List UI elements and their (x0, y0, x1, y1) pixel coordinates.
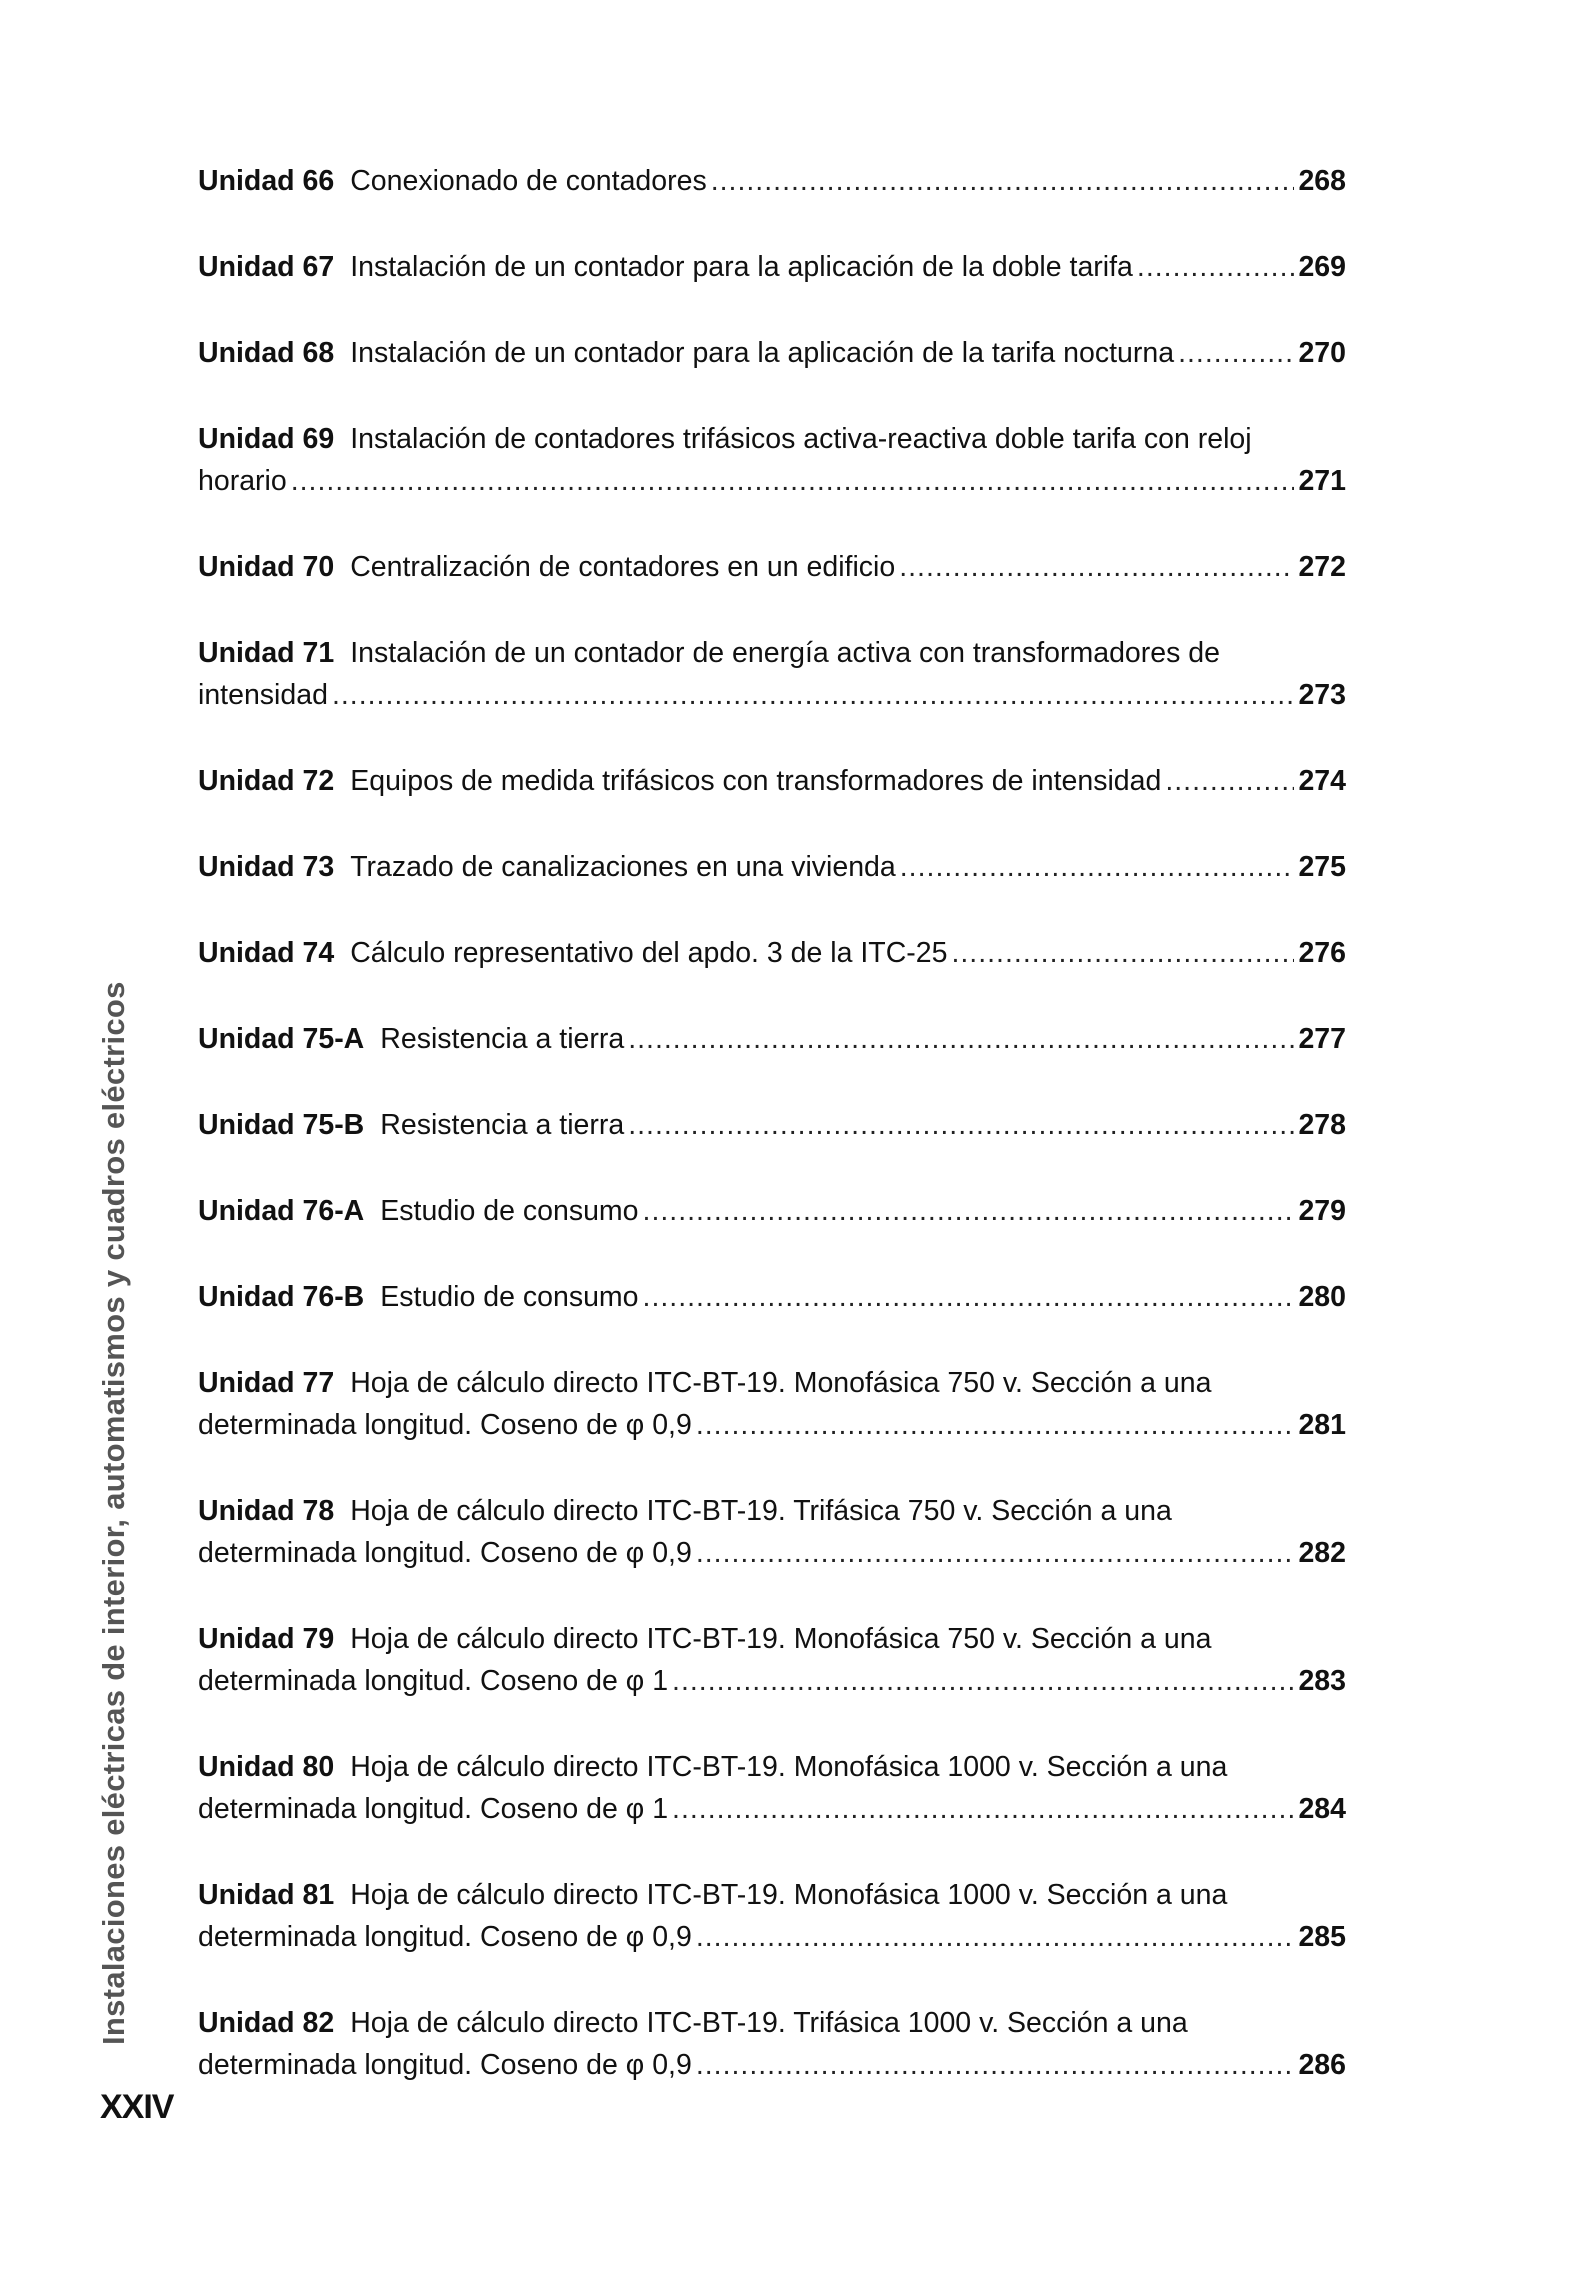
dot-leader (291, 460, 1295, 502)
toc-entry-first-line (198, 418, 1346, 460)
unit-title-line1: Hoja de cálculo directo ITC-BT-19. Trifásica 750 v. Sección a una (350, 1495, 1172, 1527)
toc-entry-leader-line (198, 332, 1346, 374)
unit-title: horario (198, 465, 287, 497)
page-number: 284 (1298, 1793, 1346, 1825)
unit-label: Unidad 75-A (198, 1023, 365, 1055)
unit-label: Unidad 66 (198, 165, 335, 197)
unit-label: Unidad 72 (198, 765, 335, 797)
toc-entry (198, 332, 1346, 374)
toc-entry (198, 1874, 1346, 1958)
page-folio: XXIV (100, 2088, 174, 2126)
toc-entry-leader-line (198, 160, 1346, 202)
unit-label: Unidad 79 (198, 1623, 335, 1655)
toc-entry-leader-line (198, 760, 1346, 802)
unit-label: Unidad 74 (198, 937, 335, 969)
unit-title-line1: Hoja de cálculo directo ITC-BT-19. Monofásica 750 v. Sección a una (350, 1367, 1212, 1399)
page-number: 276 (1298, 937, 1346, 969)
dot-leader (711, 160, 1295, 202)
toc-entry-first-line (198, 632, 1346, 674)
unit-title: determinada longitud. Coseno de φ 0,9 (198, 1921, 692, 1953)
unit-label: Unidad 77 (198, 1367, 335, 1399)
toc-entry (198, 632, 1346, 716)
unit-label: Unidad 82 (198, 2007, 335, 2039)
toc-entry (198, 932, 1346, 974)
dot-leader (672, 1660, 1294, 1702)
unit-title: Conexionado de contadores (350, 165, 707, 197)
toc-entry-leader-line (198, 1276, 1346, 1318)
unit-title: Cálculo representativo del apdo. 3 de la ITC-25 (350, 937, 948, 969)
toc-entry (198, 246, 1346, 288)
dot-leader (696, 1404, 1295, 1446)
toc-entry (198, 2002, 1346, 2086)
toc-entry (198, 846, 1346, 888)
unit-title: Resistencia a tierra (380, 1109, 625, 1141)
dot-leader (332, 674, 1295, 716)
dot-leader (628, 1104, 1294, 1146)
page-number: 268 (1298, 165, 1346, 197)
unit-title: determinada longitud. Coseno de φ 0,9 (198, 2049, 692, 2081)
page-number: 271 (1298, 465, 1346, 497)
unit-title-line1: Hoja de cálculo directo ITC-BT-19. Monofásica 1000 v. Sección a una (350, 1751, 1228, 1783)
toc-entry-leader-line (198, 1532, 1346, 1574)
toc-entry-leader-line (198, 1404, 1346, 1446)
page-number: 272 (1298, 551, 1346, 583)
unit-label: Unidad 71 (198, 637, 335, 669)
table-of-contents (198, 160, 1346, 2086)
toc-entry-leader-line (198, 1104, 1346, 1146)
toc-entry-leader-line (198, 2044, 1346, 2086)
page-number: 279 (1298, 1195, 1346, 1227)
dot-leader (672, 1788, 1294, 1830)
toc-entry-first-line (198, 1874, 1346, 1916)
toc-entry-first-line (198, 1746, 1346, 1788)
toc-entry-leader-line (198, 1190, 1346, 1232)
toc-entry-leader-line (198, 546, 1346, 588)
dot-leader (900, 846, 1295, 888)
unit-title: Instalación de un contador para la aplicación de la doble tarifa (350, 251, 1133, 283)
page-number: 275 (1298, 851, 1346, 883)
page-number: 277 (1298, 1023, 1346, 1055)
unit-title: Instalación de un contador para la aplicación de la tarifa nocturna (350, 337, 1175, 369)
dot-leader (899, 546, 1294, 588)
toc-entry (198, 160, 1346, 202)
toc-entry (198, 1276, 1346, 1318)
page-number: 278 (1298, 1109, 1346, 1141)
unit-label: Unidad 68 (198, 337, 335, 369)
page-number: 274 (1298, 765, 1346, 797)
dot-leader (951, 932, 1294, 974)
dot-leader (643, 1276, 1295, 1318)
unit-title: Equipos de medida trifásicos con transformadores de intensidad (350, 765, 1162, 797)
page-number: 281 (1298, 1409, 1346, 1441)
toc-entry-leader-line (198, 460, 1346, 502)
toc-entry-leader-line (198, 846, 1346, 888)
page-number: 282 (1298, 1537, 1346, 1569)
page-number: 285 (1298, 1921, 1346, 1953)
unit-title-line1: Hoja de cálculo directo ITC-BT-19. Monofásica 750 v. Sección a una (350, 1623, 1212, 1655)
unit-title-line1: Hoja de cálculo directo ITC-BT-19. Monofásica 1000 v. Sección a una (350, 1879, 1228, 1911)
toc-entry (198, 1746, 1346, 1830)
dot-leader (1165, 760, 1294, 802)
toc-entry (198, 1190, 1346, 1232)
toc-entry-leader-line (198, 1916, 1346, 1958)
dot-leader (643, 1190, 1295, 1232)
unit-label: Unidad 81 (198, 1879, 335, 1911)
unit-label: Unidad 73 (198, 851, 335, 883)
dot-leader (696, 1532, 1295, 1574)
unit-label: Unidad 78 (198, 1495, 335, 1527)
book-title-sidebar: Instalaciones eléctricas de interior, automatismos y cuadros eléctricos (96, 981, 131, 2045)
unit-label: Unidad 70 (198, 551, 335, 583)
toc-entry (198, 1104, 1346, 1146)
unit-label: Unidad 75-B (198, 1109, 365, 1141)
page-number: 283 (1298, 1665, 1346, 1697)
dot-leader (696, 2044, 1295, 2086)
toc-entry-leader-line (198, 1788, 1346, 1830)
unit-title: Centralización de contadores en un edificio (350, 551, 896, 583)
unit-title: determinada longitud. Coseno de φ 0,9 (198, 1409, 692, 1441)
unit-title: Estudio de consumo (380, 1281, 639, 1313)
unit-title: Trazado de canalizaciones en una vivienda (350, 851, 896, 883)
page-number: 269 (1298, 251, 1346, 283)
unit-title: determinada longitud. Coseno de φ 1 (198, 1793, 669, 1825)
unit-label: Unidad 67 (198, 251, 335, 283)
page-number: 273 (1298, 679, 1346, 711)
toc-entry-first-line (198, 1618, 1346, 1660)
toc-entry-first-line (198, 1490, 1346, 1532)
toc-entry-leader-line (198, 246, 1346, 288)
dot-leader (1178, 332, 1294, 374)
toc-entry (198, 1618, 1346, 1702)
unit-title-line1: Instalación de contadores trifásicos activa-reactiva doble tarifa con reloj (350, 423, 1252, 455)
dot-leader (628, 1018, 1294, 1060)
page-number: 280 (1298, 1281, 1346, 1313)
toc-entry (198, 760, 1346, 802)
dot-leader (1137, 246, 1295, 288)
toc-entry-first-line (198, 2002, 1346, 2044)
unit-title: Resistencia a tierra (380, 1023, 625, 1055)
unit-title-line1: Hoja de cálculo directo ITC-BT-19. Trifásica 1000 v. Sección a una (350, 2007, 1188, 2039)
unit-label: Unidad 69 (198, 423, 335, 455)
toc-entry (198, 1018, 1346, 1060)
unit-title: determinada longitud. Coseno de φ 1 (198, 1665, 669, 1697)
toc-entry (198, 418, 1346, 502)
toc-entry-leader-line (198, 674, 1346, 716)
unit-title: intensidad (198, 679, 328, 711)
toc-entry-leader-line (198, 1660, 1346, 1702)
unit-title-line1: Instalación de un contador de energía activa con transformadores de (350, 637, 1220, 669)
unit-label: Unidad 76-A (198, 1195, 365, 1227)
toc-entry-first-line (198, 1362, 1346, 1404)
unit-title: Estudio de consumo (380, 1195, 639, 1227)
page-number: 286 (1298, 2049, 1346, 2081)
toc-entry (198, 546, 1346, 588)
dot-leader (696, 1916, 1295, 1958)
toc-entry (198, 1362, 1346, 1446)
unit-label: Unidad 76-B (198, 1281, 365, 1313)
toc-entry (198, 1490, 1346, 1574)
page-number: 270 (1298, 337, 1346, 369)
toc-entry-leader-line (198, 932, 1346, 974)
toc-entry-leader-line (198, 1018, 1346, 1060)
unit-title: determinada longitud. Coseno de φ 0,9 (198, 1537, 692, 1569)
unit-label: Unidad 80 (198, 1751, 335, 1783)
